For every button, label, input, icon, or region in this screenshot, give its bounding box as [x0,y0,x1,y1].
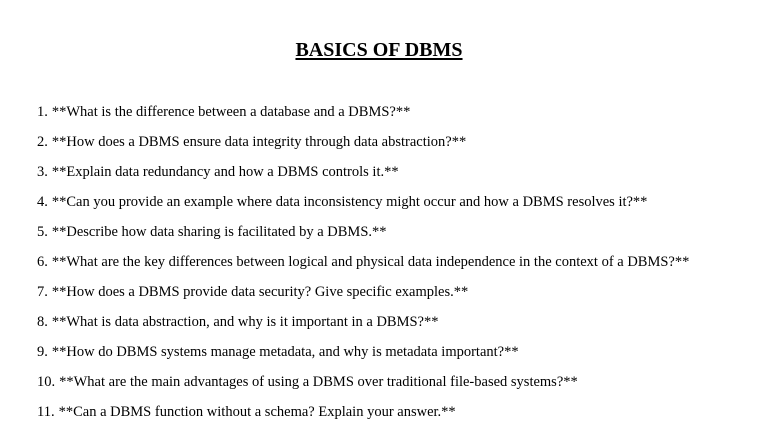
question-text: **What are the main advantages of using a DBMS over traditional file-based systems?** [59,374,578,390]
question-text: **Can you provide an example where data inconsistency might occur and how a DBMS resolves it?** [51,194,648,210]
question-text: **How do DBMS systems manage metadata, and why is metadata important?** [51,344,519,360]
list-item [37,283,727,301]
question-text: **Explain data redundancy and how a DBMS controls it.** [51,164,399,180]
question-number: 11. [37,404,55,420]
question-text: **How does a DBMS ensure data integrity through data abstraction?** [51,134,467,150]
question-number: 8. [37,314,48,330]
list-item [37,193,727,211]
question-text: **What is data abstraction, and why is it important in a DBMS?** [51,314,439,330]
page-title: BASICS OF DBMS [295,39,463,61]
list-item [37,223,727,241]
list-item [37,103,727,121]
question-text: **Can a DBMS function without a schema? Explain your answer.** [58,404,456,420]
question-text: **How does a DBMS provide data security? Give specific examples.** [51,284,469,300]
list-item [37,343,727,361]
question-number: 2. [37,134,48,150]
list-item [37,163,727,181]
question-number: 5. [37,224,48,240]
list-item [37,253,727,271]
question-number: 9. [37,344,48,360]
list-item [37,313,727,331]
question-number: 10. [37,374,56,390]
question-list [37,103,727,433]
question-number: 6. [37,254,48,270]
question-number: 4. [37,194,48,210]
list-item [37,403,727,421]
question-number: 3. [37,164,48,180]
list-item [37,133,727,151]
question-number: 1. [37,104,48,120]
question-number: 7. [37,284,48,300]
question-text: **Describe how data sharing is facilitated by a DBMS.** [51,224,387,240]
list-item [37,373,727,391]
question-text: **What are the key differences between logical and physical data independence in the context of a DBMS?** [51,254,690,270]
question-text: **What is the difference between a database and a DBMS?** [51,104,411,120]
